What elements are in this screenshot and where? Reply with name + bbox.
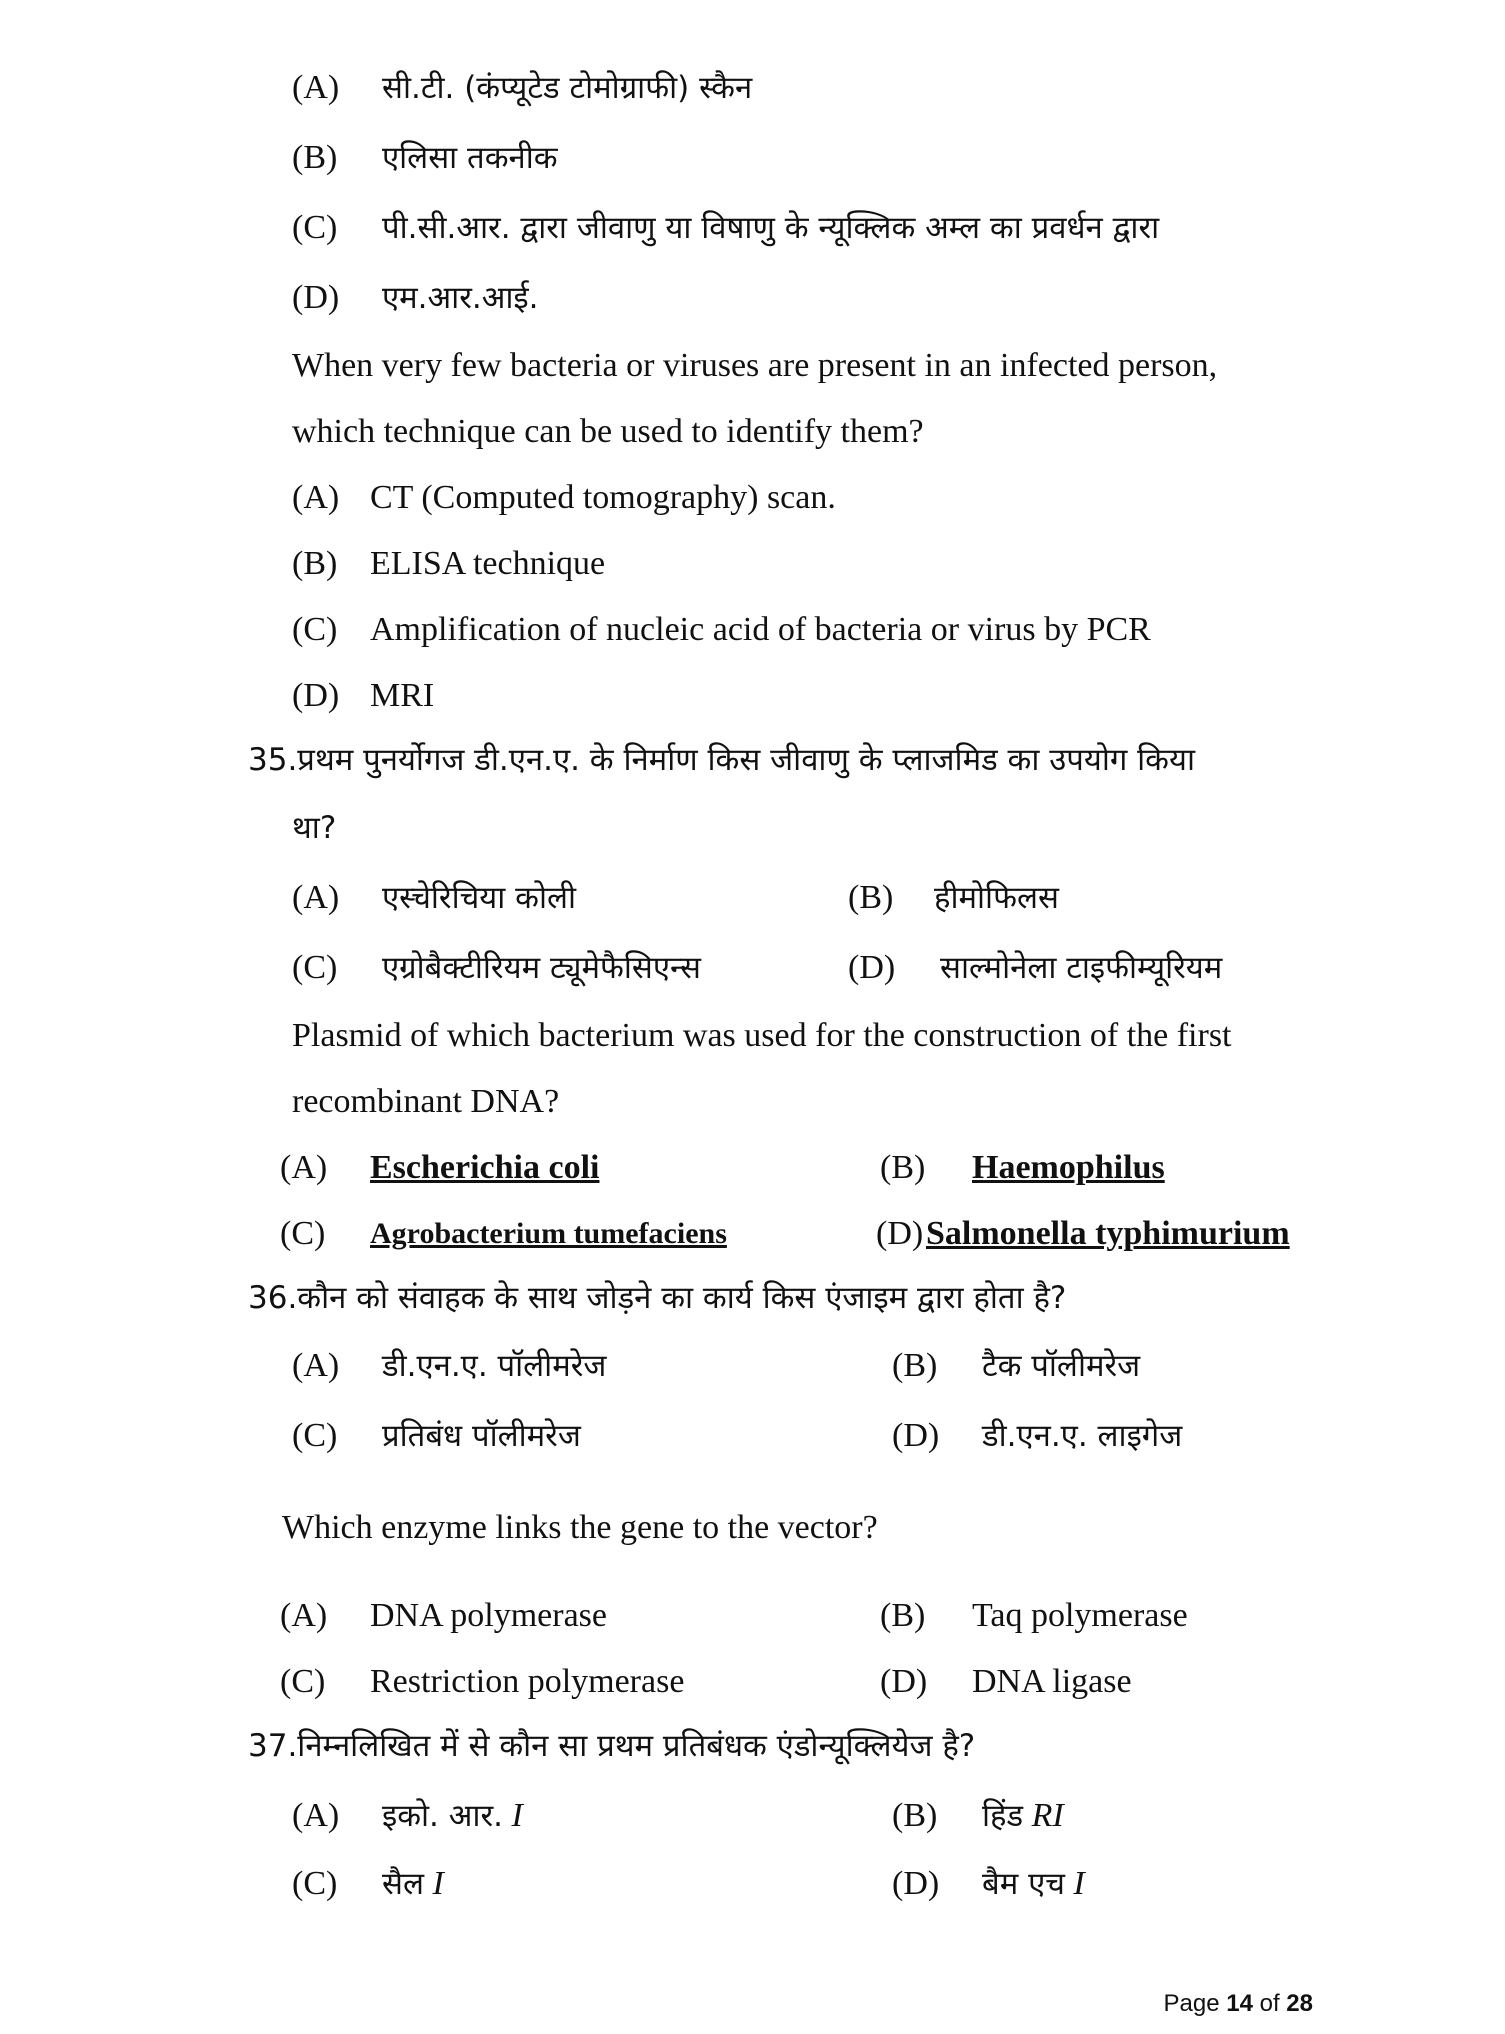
page-number-prefix: Page: [1163, 1990, 1220, 2017]
q37-hi-option-c-label: (C): [292, 1865, 338, 1902]
q35-hi-question-line2: था?: [292, 810, 337, 846]
q34-hi-option-a-label: (A): [292, 69, 340, 106]
q35-hi-option-b-label: (B): [848, 879, 894, 916]
q34-en-option-b: ELISA technique: [370, 545, 606, 582]
q36-hi-question: 36.कौन को संवाहक के साथ जोड़ने का कार्य किस एंजाइम द्वारा होता है?: [248, 1280, 1067, 1316]
page-number-current: 14: [1226, 1990, 1253, 2017]
q35-en-option-d-label: (D): [876, 1215, 924, 1252]
q34-hi-option-d: एम.आर.आई.: [382, 280, 539, 316]
q37-hi-option-b-text: हिंड: [982, 1798, 1024, 1834]
q34-hi-option-c: पी.सी.आर. द्वारा जीवाणु या विषाणु के न्यूक्लिक अम्ल का प्रवर्धन द्वारा: [382, 210, 1160, 246]
q34-en-option-c-label: (C): [292, 611, 338, 648]
q37-hi-option-c: [382, 1864, 444, 1904]
q35-en-option-a: Escherichia coli: [370, 1149, 600, 1186]
q35-en-option-c-label: (C): [280, 1215, 326, 1252]
q34-en-option-b-label: (B): [292, 545, 338, 582]
q35-hi-option-b: हीमोफिलस: [934, 880, 1059, 916]
q37-hi-option-d-text: बैम एच: [982, 1866, 1065, 1902]
q34-en-option-d-label: (D): [292, 677, 340, 714]
q36-en-option-c-label: (C): [280, 1663, 326, 1700]
q35-hi-option-a: एस्चेरिचिया कोली: [382, 880, 577, 916]
q36-hi-option-a-label: (A): [292, 1347, 340, 1384]
q35-en-option-d: Salmonella typhimurium: [926, 1215, 1290, 1252]
q36-hi-option-d: डी.एन.ए. लाइगेज: [982, 1418, 1183, 1454]
q36-en-option-b: Taq polymerase: [972, 1597, 1188, 1634]
q34-hi-option-b-label: (B): [292, 139, 338, 176]
q34-hi-option-a: सी.टी. (कंप्यूटेड टोमोग्राफी) स्कैन: [382, 70, 753, 106]
q35-en-option-b-label: (B): [880, 1149, 926, 1186]
q35-hi-option-d: साल्मोनेला टाइफीम्यूरियम: [940, 950, 1223, 986]
q36-en-option-a-label: (A): [280, 1597, 328, 1634]
q35-en-option-a-label: (A): [280, 1149, 328, 1186]
page-number-of: of: [1259, 1990, 1280, 2017]
q37-hi-option-d-suffix: I: [1073, 1865, 1085, 1902]
q34-en-option-a: CT (Computed tomography) scan.: [370, 479, 836, 516]
q36-en-question: Which enzyme links the gene to the vector?: [282, 1509, 878, 1546]
q35-hi-option-c: एग्रोबैक्टीरियम ट्यूमेफैसिएन्स: [382, 950, 701, 986]
q36-hi-option-a: डी.एन.ए. पॉलीमरेज: [382, 1348, 607, 1384]
q35-hi-option-a-label: (A): [292, 879, 340, 916]
q37-hi-option-b-suffix: RI: [1031, 1797, 1064, 1834]
q37-hi-option-d-label: (D): [892, 1865, 940, 1902]
q36-en-option-b-label: (B): [880, 1597, 926, 1634]
q37-hi-option-a-label: (A): [292, 1797, 340, 1834]
q37-hi-option-c-text: सैल: [382, 1866, 424, 1902]
q37-hi-option-a-suffix: I: [511, 1797, 523, 1834]
q36-hi-option-c-label: (C): [292, 1417, 338, 1454]
q35-en-question-line2: recombinant DNA?: [292, 1083, 560, 1120]
q36-en-option-a: DNA polymerase: [370, 1597, 608, 1634]
q34-hi-option-b: एलिसा तकनीक: [382, 140, 558, 176]
q35-hi-option-c-label: (C): [292, 949, 338, 986]
q36-hi-option-d-label: (D): [892, 1417, 940, 1454]
page-number-total: 28: [1286, 1990, 1313, 2017]
q37-hi-option-b: [982, 1796, 1064, 1836]
q35-hi-question-line1: 35.प्रथम पुनर्योगज डी.एन.ए. के निर्माण किस जीवाणु के प्लाजमिड का उपयोग किया: [248, 742, 1196, 778]
q34-en-option-a-label: (A): [292, 479, 340, 516]
q35-en-question-line1: Plasmid of which bacterium was used for the construction of the first: [292, 1017, 1232, 1054]
page-number: [1164, 1990, 1314, 2018]
q36-hi-option-b: टैक पॉलीमरेज: [982, 1348, 1141, 1384]
q36-en-option-d: DNA ligase: [972, 1663, 1132, 1700]
q37-hi-question: 37.निम्नलिखित में से कौन सा प्रथम प्रतिबंधक एंडोन्यूक्लियेज है?: [248, 1728, 976, 1764]
q34-en-option-c: Amplification of nucleic acid of bacteria or virus by PCR: [370, 611, 1151, 648]
q37-hi-option-c-suffix: I: [432, 1865, 444, 1902]
q36-hi-option-b-label: (B): [892, 1347, 938, 1384]
q36-en-option-d-label: (D): [880, 1663, 928, 1700]
q34-en-question-line2: which technique can be used to identify them?: [292, 413, 924, 450]
q37-hi-option-a-text: इको. आर.: [382, 1798, 503, 1834]
q34-en-question-line1: When very few bacteria or viruses are present in an infected person,: [292, 347, 1218, 384]
q37-hi-option-a: [382, 1796, 523, 1836]
q34-hi-option-d-label: (D): [292, 279, 340, 316]
q36-hi-option-c: प्रतिबंध पॉलीमरेज: [382, 1418, 581, 1454]
q37-hi-option-b-label: (B): [892, 1797, 938, 1834]
q35-en-option-b: Haemophilus: [972, 1149, 1165, 1186]
q35-en-option-c: Agrobacterium tumefaciens: [370, 1217, 727, 1250]
q35-hi-option-d-label: (D): [848, 949, 896, 986]
q34-hi-option-c-label: (C): [292, 209, 338, 246]
q37-hi-option-d: [982, 1864, 1085, 1904]
q34-en-option-d: MRI: [370, 677, 435, 714]
q36-en-option-c: Restriction polymerase: [370, 1663, 685, 1700]
